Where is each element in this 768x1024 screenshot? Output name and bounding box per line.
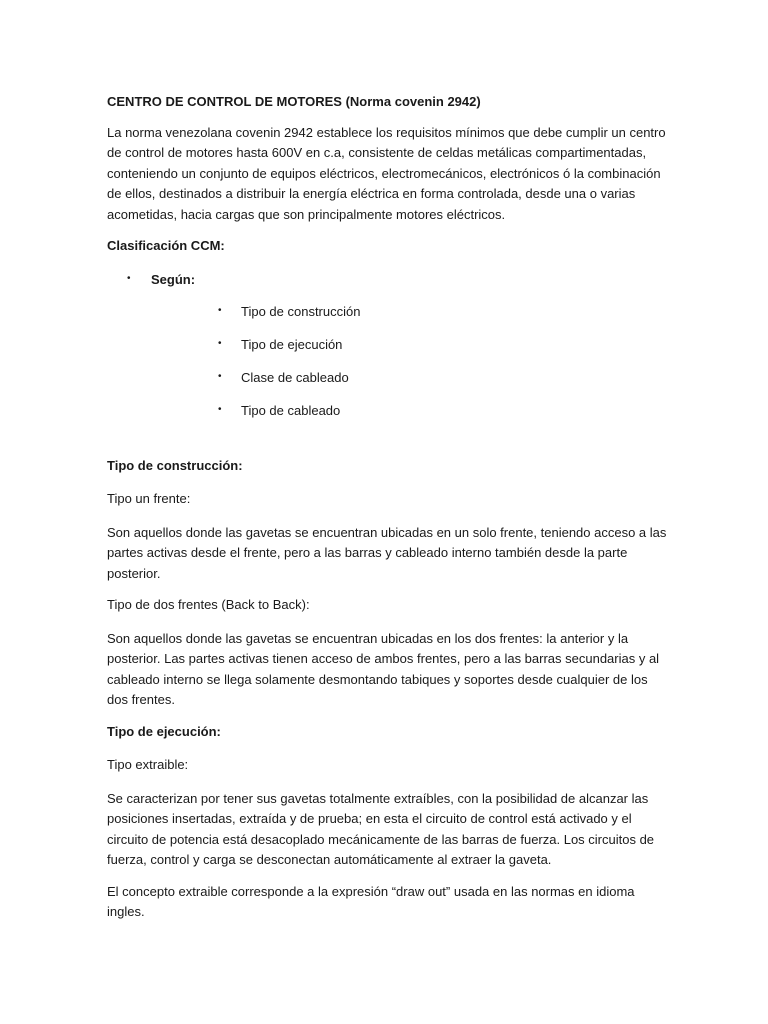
bullet-icon: • [127, 272, 131, 284]
list-item [151, 302, 667, 323]
two-fronts-paragraph: Son aquellos donde las gavetas se encuentran ubicadas en los dos frentes: la anterior y la posterior. Las partes activas tienen acceso de ambos frentes, pero a las barras secundarias y al cableado interno se llega solamente desmontando tabiques y soportes desde cualquier de los dos frentes. [107, 630, 660, 707]
list-item-label: Tipo de construcción [241, 304, 361, 319]
document-page [107, 92, 667, 934]
extractable-paragraph: Se caracterizan por tener sus gavetas totalmente extraíbles, con la posibilidad de alcanzar las posiciones insertadas, extraída y de prueba; en esta el circuito de control está activado y el circuito de potencia está desacoplado mecánicamente de las barras de fuerza. Los circuitos de fuerza, control y carga se desconectan automáticamente al extraer la gaveta. [107, 790, 655, 867]
bullet-icon: • [218, 371, 222, 382]
segun-label: Según: [151, 271, 196, 287]
bullet-icon: • [218, 404, 222, 415]
document-title: CENTRO DE CONTROL DE MOTORES (Norma covenin 2942) [107, 94, 481, 109]
segun-sublist [151, 302, 667, 422]
classification-list [107, 270, 667, 422]
classification-heading: Clasificación CCM: [107, 238, 225, 253]
extractable-heading: Tipo extraible: [107, 757, 189, 772]
list-item [151, 368, 667, 389]
list-item-label: Clase de cableado [241, 370, 349, 385]
draw-out-paragraph: El concepto extraible corresponde a la expresión “draw out” usada en las normas en idioma ingles. [107, 883, 635, 919]
list-item [151, 335, 667, 356]
section-spacer [107, 436, 667, 456]
segun-list-item [107, 270, 667, 422]
intro-paragraph: La norma venezolana covenin 2942 establece los requisitos mínimos que debe cumplir un centro de control de motores hasta 600V en c.a, consistente de celdas metálicas compartimentadas, conteniendo un conjunto de equipos eléctricos, electromecánicos, electrónicos ó la combinación de ellos, destinados a distribuir la energía eléctrica en forma controlada, desde una o varias acometidas, hacia cargas que son principalmente motores eléctricos. [107, 124, 666, 222]
list-item-label: Tipo de ejecución [241, 337, 343, 352]
construction-heading: Tipo de construcción: [107, 457, 243, 473]
list-item [151, 401, 667, 422]
one-front-paragraph: Son aquellos donde las gavetas se encuentran ubicadas en un solo frente, teniendo acceso a las partes activas desde el frente, pero a las barras y cableado interno también desde la parte posterior. [107, 524, 667, 581]
two-fronts-heading: Tipo de dos frentes (Back to Back): [107, 597, 310, 612]
bullet-icon: • [218, 338, 222, 349]
one-front-heading: Tipo un frente: [107, 491, 191, 506]
list-item-label: Tipo de cableado [241, 403, 341, 418]
bullet-icon: • [218, 305, 222, 316]
execution-heading: Tipo de ejecución: [107, 723, 221, 739]
